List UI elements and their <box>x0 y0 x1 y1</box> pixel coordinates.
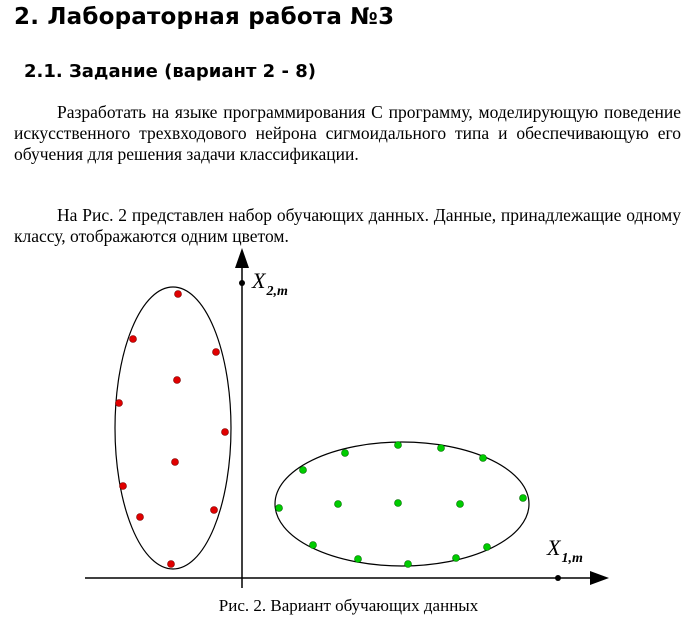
red-point <box>130 336 137 343</box>
red-class-points <box>116 291 229 568</box>
green-point <box>342 450 349 457</box>
green-point <box>395 500 402 507</box>
green-point <box>405 561 412 568</box>
green-point <box>453 555 460 562</box>
data-description-paragraph: На Рис. 2 представлен набор обучающих данных. Данные, принадлежащие одному классу, отображаются одним цветом. <box>14 205 681 246</box>
red-point <box>174 377 181 384</box>
y-axis-arrow-icon <box>235 248 249 268</box>
green-point <box>457 501 464 508</box>
red-point <box>168 561 175 568</box>
x-axis-arrow-icon <box>590 571 609 585</box>
green-point <box>480 455 487 462</box>
red-class-ellipse <box>115 287 231 569</box>
green-point <box>276 505 283 512</box>
green-point <box>335 501 342 508</box>
green-point <box>310 542 317 549</box>
red-point <box>116 400 123 407</box>
green-point <box>355 556 362 563</box>
section-heading: 2. Лабораторная работа №3 <box>14 4 395 30</box>
y-axis-tick-dot <box>239 280 245 286</box>
green-point <box>438 445 445 452</box>
green-point <box>484 544 491 551</box>
figure-caption: Рис. 2. Вариант обучающих данных <box>218 596 479 615</box>
red-point <box>175 291 182 298</box>
green-point <box>520 495 527 502</box>
x-axis-tick-dot <box>555 575 561 581</box>
green-class-points <box>276 442 527 568</box>
red-point <box>222 429 229 436</box>
green-point <box>395 442 402 449</box>
red-point <box>120 483 127 490</box>
task-paragraph: Разработать на языке программирования С программу, моделирующую поведение искусственного трехвходового нейрона сигмоидального типа и обеспечивающую его обучения для решения задачи классификации. <box>14 102 681 164</box>
red-point <box>172 459 179 466</box>
red-point <box>211 507 218 514</box>
green-point <box>300 467 307 474</box>
x-axis-label: $X_{1,m}$ <box>547 535 583 566</box>
red-point <box>137 514 144 521</box>
red-point <box>213 349 220 356</box>
task-subheading: 2.1. Задание (вариант 2 - 8) <box>24 61 316 82</box>
y-axis-label: $X_{2,m}$ <box>252 268 288 299</box>
